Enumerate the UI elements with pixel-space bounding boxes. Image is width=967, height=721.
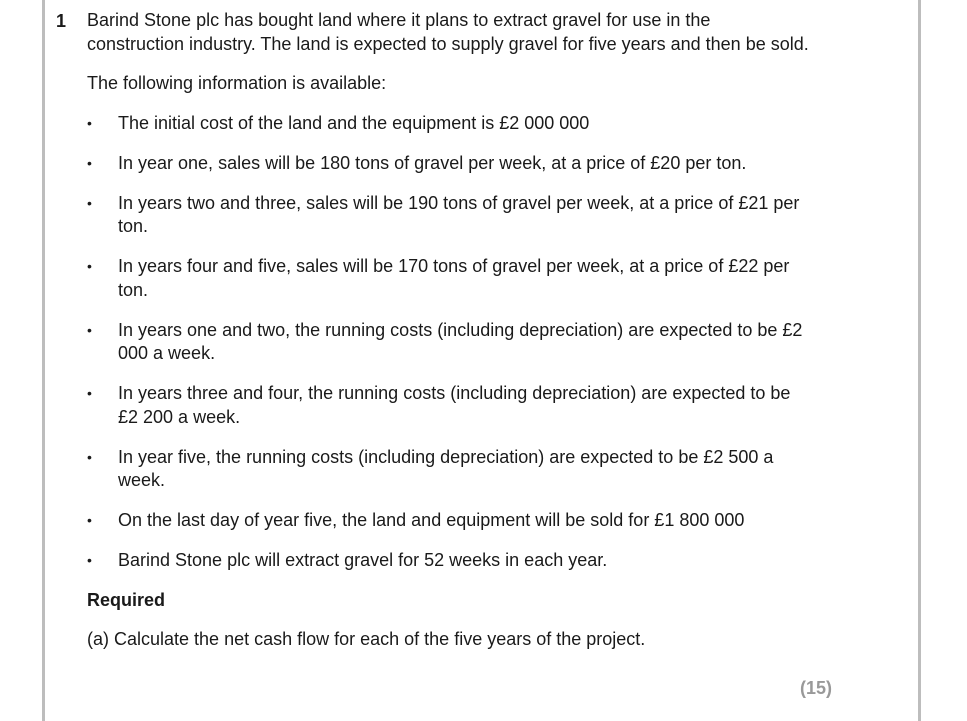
bullet-icon: •	[87, 194, 92, 211]
bullet-text: In years three and four, the running costs (including depreciation) are expected to be £2 200 a week.	[118, 383, 791, 427]
bullet-text: In year one, sales will be 180 tons of gravel per week, at a price of £20 per ton.	[118, 152, 747, 173]
part-a-question: (a) Calculate the net cash flow for each of the five years of the project.	[87, 629, 646, 649]
question-intro: Barind Stone plc has bought land where it plans to extract gravel for use in the construction industry. The land is expected to supply gravel for five years and then be sold.	[87, 10, 809, 54]
bullet-icon: •	[87, 448, 92, 465]
info-bullet-item	[87, 382, 812, 429]
question-number: 1	[56, 11, 67, 31]
bullet-text: In years one and two, the running costs (including depreciation) are expected to be £2 000 a week.	[118, 319, 803, 363]
info-bullet-item	[87, 112, 812, 136]
bullet-text: In years four and five, sales will be 170 tons of gravel per week, at a price of £22 per ton.	[118, 256, 790, 300]
info-bullet-item	[87, 192, 812, 239]
info-bullet-list	[87, 112, 812, 573]
info-bullet-item	[87, 509, 812, 533]
bullet-text: On the last day of year five, the land and equipment will be sold for £1 800 000	[118, 510, 745, 530]
bullet-text: In years two and three, sales will be 190 tons of gravel per week, at a price of £21 per ton.	[118, 192, 800, 236]
info-bullet-item	[87, 255, 812, 302]
bullet-text: Barind Stone plc will extract gravel for 52 weeks in each year.	[118, 550, 608, 570]
bullet-icon: •	[87, 154, 92, 171]
page-border-left	[42, 0, 45, 721]
marks-label: (15)	[800, 678, 833, 698]
bullet-icon: •	[87, 385, 92, 401]
bullet-text: The initial cost of the land and the equipment is £2 000 000	[118, 112, 590, 133]
question-body	[87, 9, 812, 652]
bullet-icon: •	[87, 258, 92, 274]
page-border-right	[918, 0, 921, 721]
bullet-icon: •	[87, 321, 92, 338]
available-info-text: The following information is available:	[87, 73, 387, 93]
info-bullet-item	[87, 152, 812, 176]
info-bullet-item	[87, 446, 812, 493]
required-heading: Required	[87, 589, 166, 610]
bullet-icon: •	[87, 552, 92, 568]
info-bullet-item	[87, 549, 812, 573]
bullet-icon: •	[87, 512, 92, 528]
bullet-icon: •	[87, 114, 92, 131]
info-bullet-item	[87, 319, 812, 366]
bullet-text: In year five, the running costs (including depreciation) are expected to be £2 500 a week.	[118, 446, 774, 490]
